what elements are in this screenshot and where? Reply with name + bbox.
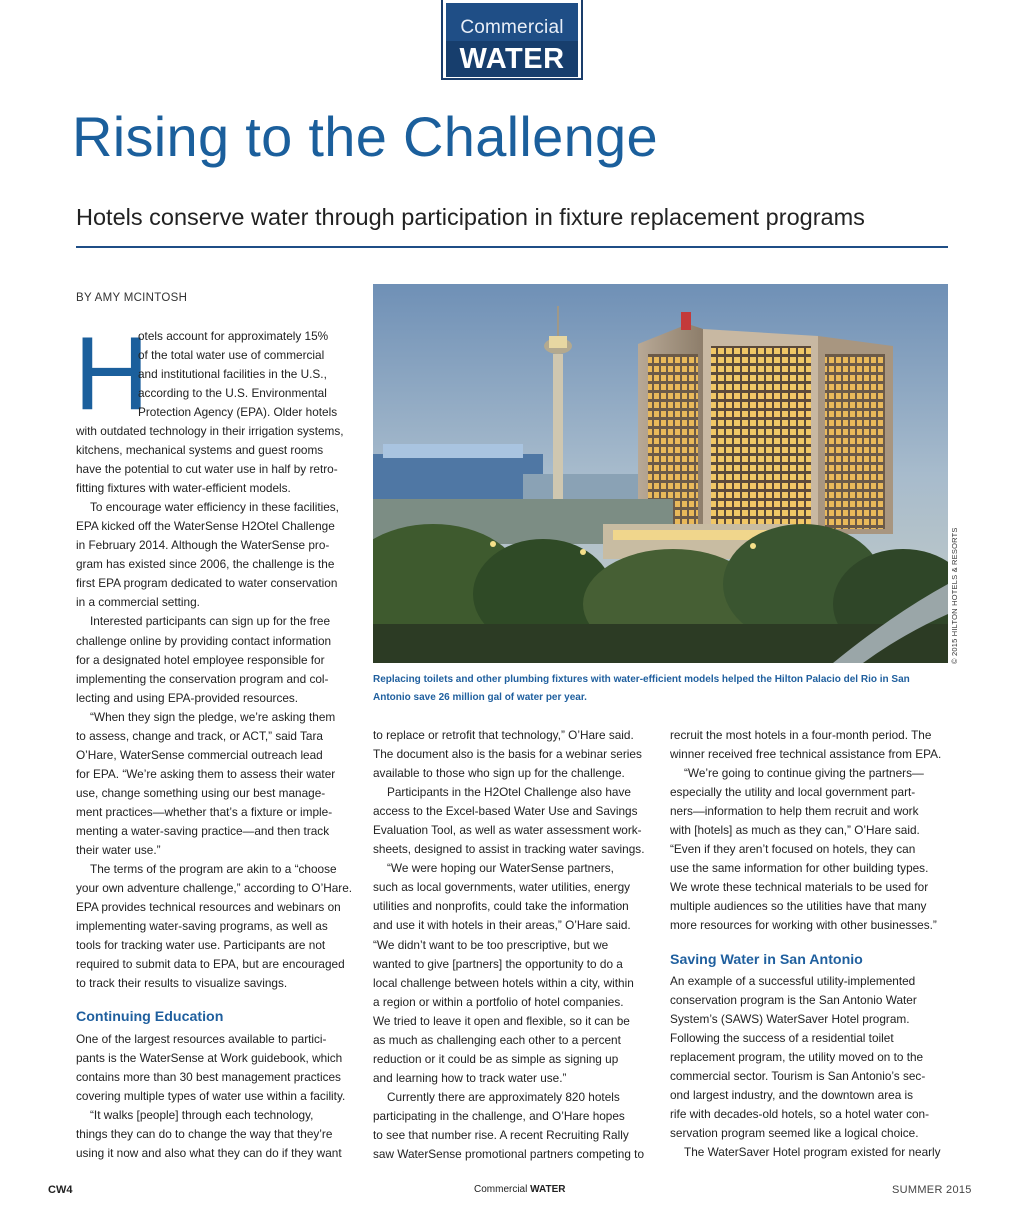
footer-mag-bold: WATER xyxy=(530,1184,566,1195)
text-line: winner received free technical assistance from EPA. xyxy=(670,747,942,762)
text-line: EPA provides technical resources and webinars on xyxy=(76,900,341,915)
text-line: a region or within a portfolio of hotel companies. xyxy=(373,994,624,1009)
hotel-photo-illustration xyxy=(373,284,948,663)
text-line: replacement program, the utility moved on to the xyxy=(670,1050,924,1065)
text-line: We wrote these technical materials to be used for xyxy=(670,880,929,895)
photo-credit-text: © 2015 HILTON HOTELS & RESORTS xyxy=(950,527,959,664)
text-line: have the potential to cut water use in half by retro- xyxy=(76,462,338,477)
text-line: tools for tracking water use. Participants are not xyxy=(76,938,326,953)
text-line: ment practices—whether that’s a fixture or imple- xyxy=(76,804,333,819)
text-line: multiple audiences so the utilities have that many xyxy=(670,899,927,914)
column-3-body xyxy=(670,726,950,936)
text-line: An example of a successful utility-implemented xyxy=(670,974,916,988)
subhead-saving-water-san-antonio: Saving Water in San Antonio xyxy=(670,952,863,968)
text-line: Replacing toilets and other plumbing fixtures with water-efficient models helped the Hilton Palacio del Rio in San xyxy=(373,674,910,685)
footer-issue: SUMMER 2015 xyxy=(892,1184,972,1196)
text-line: reduction or it could be as simple as signing up xyxy=(373,1051,619,1066)
text-line: fitting fixtures with water-efficient models. xyxy=(76,481,291,496)
footer-mag-light: Commercial xyxy=(474,1184,528,1195)
text-line: otels account for approximately 15% xyxy=(138,329,329,343)
text-line: such as local governments, water utilities, energy xyxy=(373,880,631,895)
text-line: Currently there are approximately 820 hotels xyxy=(387,1089,620,1104)
text-line: for a designated hotel employee responsible for xyxy=(76,652,325,667)
text-line: your own adventure challenge,” according to O’Hare. xyxy=(76,881,353,896)
text-line: with [hotels] as much as they can,” O’Hare said. xyxy=(670,823,920,838)
text-line: to see that number rise. A recent Recruiting Rally xyxy=(373,1127,629,1142)
text-line: To encourage water efficiency in these facilities, xyxy=(90,500,339,515)
text-line: “We were hoping our WaterSense partners, xyxy=(387,861,614,876)
text-line: Antonio save 26 million gal of water per year. xyxy=(373,692,587,703)
text-line: as much as challenging each other to a percent xyxy=(373,1032,621,1047)
text-line: “When they sign the pledge, we’re asking them xyxy=(90,709,336,724)
text-line: sheets, designed to assist in tracking water savings. xyxy=(373,842,645,857)
page-number: CW4 xyxy=(48,1184,73,1196)
text-line: commercial sector. Tourism is San Antonio’s sec- xyxy=(670,1069,926,1084)
text-line: The WaterSaver Hotel program existed for nearly xyxy=(684,1145,941,1160)
text-line: ond largest industry, and the downtown area is xyxy=(670,1088,914,1103)
text-line: gram has existed since 2006, the challenge is the xyxy=(76,557,335,572)
text-line: to track their results to visualize savings. xyxy=(76,976,288,991)
text-line: utilities and nonprofits, could take the information xyxy=(373,899,629,914)
hotel-photo xyxy=(373,284,948,663)
text-line: their water use.” xyxy=(76,843,161,858)
text-line: use the same information for other building types. xyxy=(670,861,929,876)
footer-magazine-name xyxy=(474,1184,566,1195)
text-line: Following the success of a residential toilet xyxy=(670,1031,894,1046)
badge-water: WATER xyxy=(446,41,578,77)
text-line: and institutional facilities in the U.S., xyxy=(138,367,327,382)
text-line: to assess, change and track, or ACT,” said Tara xyxy=(76,728,323,743)
text-line: to replace or retrofit that technology,” O’Hare said. xyxy=(373,728,634,742)
text-line: Evaluation Tool, as well as water assessment work- xyxy=(373,823,642,838)
text-line: use, change something using our best manage- xyxy=(76,785,326,800)
text-line: with outdated technology in their irrigation systems, xyxy=(76,424,344,438)
text-line: kitchens, mechanical systems and guest rooms xyxy=(76,443,324,458)
text-line: One of the largest resources available to partici- xyxy=(76,1032,327,1046)
text-line: System’s (SAWS) WaterSaver Hotel program. xyxy=(670,1012,910,1027)
text-line: EPA kicked off the WaterSense H2Otel Challenge xyxy=(76,519,335,534)
text-line: The terms of the program are akin to a “choose xyxy=(90,862,337,877)
text-line: of the total water use of commercial xyxy=(138,348,325,363)
text-line: lecting and using EPA-provided resources. xyxy=(76,690,299,705)
text-line: required to submit data to EPA, but are encouraged xyxy=(76,957,345,972)
photo-credit xyxy=(950,527,964,664)
text-line: We tried to leave it open and flexible, so it can be xyxy=(373,1013,630,1028)
text-line: covering multiple types of water use within a facility. xyxy=(76,1089,346,1104)
section-badge xyxy=(441,0,583,80)
column-1-cap-block xyxy=(138,327,360,422)
text-line: “It walks [people] through each technology, xyxy=(90,1108,314,1123)
column-2-body xyxy=(373,726,655,1164)
subhead-continuing-education: Continuing Education xyxy=(76,1009,224,1025)
text-line: ners—information to help them recruit and work xyxy=(670,804,919,819)
drop-cap: H xyxy=(74,316,150,432)
text-line: and learning how to track water use.” xyxy=(373,1070,567,1085)
text-line: rife with decades-old hotels, so a hotel water con- xyxy=(670,1107,930,1122)
column-3-body-continued xyxy=(670,972,950,1162)
text-line: implementing water-saving programs, as well as xyxy=(76,919,328,934)
text-line: in a commercial setting. xyxy=(76,595,200,610)
text-line: challenge online by providing contact information xyxy=(76,633,332,648)
text-line: for EPA. “We’re asking them to assess their water xyxy=(76,766,336,781)
text-line: in February 2014. Although the WaterSense pro- xyxy=(76,538,330,553)
column-1-body-continued xyxy=(76,1030,356,1163)
text-line: Participants in the H2Otel Challenge also have xyxy=(387,785,631,800)
text-line: implementing the conservation program and col- xyxy=(76,671,329,686)
text-line: conservation program is the San Antonio Water xyxy=(670,993,917,1008)
text-line: contains more than 30 best management practices xyxy=(76,1070,341,1085)
text-line: servation program seemed like a logical choice. xyxy=(670,1126,919,1141)
text-line: The document also is the basis for a webinar series xyxy=(373,747,642,762)
article-subtitle: Hotels conserve water through participation in fixture replacement programs xyxy=(76,204,865,230)
text-line: recruit the most hotels in a four-month period. The xyxy=(670,728,932,742)
photo-caption xyxy=(373,671,948,707)
article-title: Rising to the Challenge xyxy=(72,105,658,168)
text-line: especially the utility and local government part- xyxy=(670,785,916,800)
text-line: things they can do to change the way that they’re xyxy=(76,1127,333,1142)
text-line: “We didn’t want to be too prescriptive, but we xyxy=(373,937,609,952)
text-line: wanted to give [partners] the opportunity to do a xyxy=(373,956,623,971)
text-line: first EPA program dedicated to water conservation xyxy=(76,576,338,591)
text-line: participating in the challenge, and O’Hare hopes xyxy=(373,1108,625,1123)
text-line: available to those who sign up for the challenge. xyxy=(373,766,625,781)
text-line: access to the Excel-based Water Use and Savings xyxy=(373,804,638,819)
text-line: saw WaterSense promotional partners competing to xyxy=(373,1147,645,1162)
badge-commercial: Commercial xyxy=(460,17,564,38)
text-line: O’Hare, WaterSense commercial outreach lead xyxy=(76,747,323,762)
text-line: and use it with hotels in their areas,” O’Hare said. xyxy=(373,918,631,933)
text-line: pants is the WaterSense at Work guidebook, which xyxy=(76,1051,343,1066)
text-line: local challenge between hotels within a city, within xyxy=(373,975,634,990)
text-line: Protection Agency (EPA). Older hotels xyxy=(138,405,338,420)
text-line: using it now and also what they can do if they want xyxy=(76,1146,342,1161)
column-1-body xyxy=(76,422,356,993)
text-line: “Even if they aren’t focused on hotels, they can xyxy=(670,842,916,857)
text-line: Interested participants can sign up for the free xyxy=(90,614,331,629)
text-line: menting a water-saving practice—and then track xyxy=(76,823,330,838)
title-rule xyxy=(76,246,948,248)
text-line: according to the U.S. Environmental xyxy=(138,386,327,401)
text-line: more resources for working with other businesses.” xyxy=(670,918,937,933)
text-line: “We’re going to continue giving the partners— xyxy=(684,766,924,781)
byline: BY AMY MCINTOSH xyxy=(76,292,188,304)
